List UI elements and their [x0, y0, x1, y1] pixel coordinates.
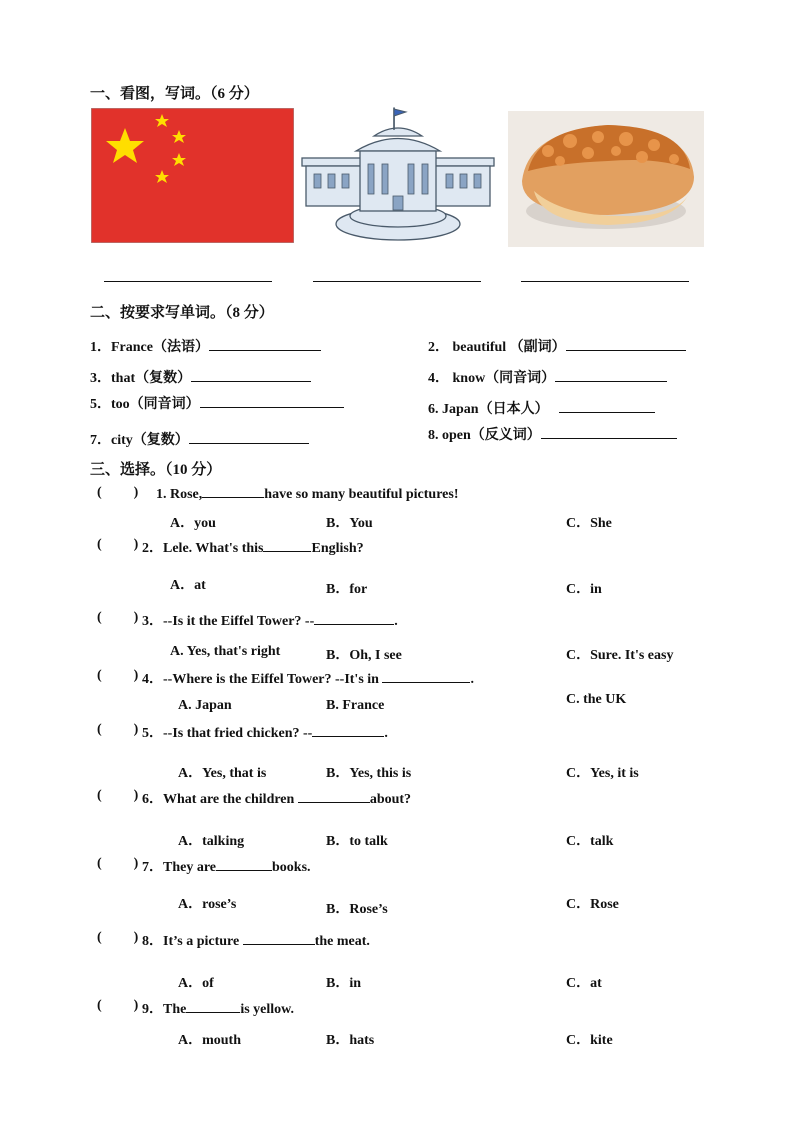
option-5b[interactable]: B．Yes, this is	[326, 766, 412, 781]
answer-paren[interactable]: ( )	[97, 485, 139, 500]
question-blank[interactable]	[202, 485, 264, 498]
question-blank[interactable]	[216, 858, 272, 871]
answer-line-1[interactable]	[104, 281, 272, 282]
word-blank[interactable]	[189, 431, 309, 444]
word-item-7	[90, 429, 309, 449]
option-9a[interactable]: A．mouth	[178, 1033, 242, 1048]
option-8c[interactable]: C．at	[566, 976, 602, 991]
word-blank[interactable]	[191, 369, 311, 382]
word-blank[interactable]	[209, 338, 321, 351]
option-8b[interactable]: B．in	[326, 976, 362, 991]
answer-paren[interactable]: ( )	[97, 788, 139, 803]
option-1b[interactable]: B．You	[326, 516, 373, 531]
question-blank[interactable]	[298, 790, 370, 803]
answer-paren[interactable]: ( )	[97, 856, 139, 871]
question-blank[interactable]	[186, 1000, 240, 1013]
word-blank[interactable]	[559, 400, 655, 413]
question-9: 9．The is yellow.	[142, 1002, 295, 1017]
question-4: 4．--Where is the Eiffel Tower? --It's in .	[142, 672, 474, 687]
section2-title: 二、按要求写单词。（8 分）	[90, 305, 274, 321]
answer-paren[interactable]: ( )	[97, 722, 139, 737]
option-1c[interactable]: C．She	[566, 516, 612, 531]
answer-paren[interactable]: ( )	[97, 930, 139, 945]
option-1a[interactable]: A．you	[170, 516, 216, 531]
question-7: 7．They are books.	[142, 860, 311, 875]
word-item-1	[90, 336, 321, 356]
word-item-label: 8. open（反义词）	[428, 428, 541, 443]
question-8: 8．It’s a picture the meat.	[142, 934, 370, 949]
option-6a[interactable]: A．talking	[178, 834, 245, 849]
answer-line-3[interactable]	[521, 281, 689, 282]
question-1: 1. Rose, have so many beautiful pictures!	[156, 487, 459, 502]
word-item-label: 3．that（复数）	[90, 371, 192, 386]
option-3c[interactable]: C．Sure. It's easy	[566, 648, 674, 663]
word-item-label: 5．too（同音词）	[90, 397, 200, 412]
option-4a[interactable]: A. Japan	[178, 698, 232, 713]
option-7c[interactable]: C．Rose	[566, 897, 619, 912]
answer-line-2[interactable]	[313, 281, 481, 282]
word-item-label: 7．city（复数）	[90, 433, 189, 448]
section3-title: 三、选择。（10 分）	[90, 462, 222, 478]
question-2: 2．Lele. What's this English?	[142, 541, 364, 556]
word-blank[interactable]	[555, 369, 667, 382]
word-item-3	[90, 367, 311, 387]
section1-title: 一、看图，写词。（6 分）	[90, 86, 259, 102]
option-9b[interactable]: B．hats	[326, 1033, 375, 1048]
option-2a[interactable]: A．at	[170, 578, 206, 593]
word-item-label: 1．France（法语）	[90, 340, 209, 355]
answer-paren[interactable]: ( )	[97, 998, 139, 1013]
option-4b[interactable]: B. France	[326, 698, 385, 713]
word-blank[interactable]	[566, 338, 686, 351]
word-item-6	[428, 398, 655, 418]
option-6c[interactable]: C．talk	[566, 834, 614, 849]
option-7a[interactable]: A．rose’s	[178, 897, 237, 912]
option-2c[interactable]: C．in	[566, 582, 602, 597]
option-4c[interactable]: C. the UK	[566, 692, 627, 707]
word-blank[interactable]	[200, 395, 344, 408]
question-5: 5．--Is that fried chicken? -- .	[142, 726, 388, 741]
question-blank[interactable]	[263, 539, 311, 552]
question-blank[interactable]	[312, 724, 384, 737]
word-blank[interactable]	[541, 426, 677, 439]
option-8a[interactable]: A．of	[178, 976, 214, 991]
answer-paren[interactable]: ( )	[97, 610, 139, 625]
white-house-icon	[298, 106, 498, 249]
answer-paren[interactable]: ( )	[97, 668, 139, 683]
option-3b[interactable]: B．Oh, I see	[326, 648, 402, 663]
question-6: 6．What are the children about?	[142, 792, 412, 807]
china-flag-icon	[91, 108, 294, 243]
option-3a[interactable]: A. Yes, that's right	[170, 644, 281, 659]
question-3: 3．--Is it the Eiffel Tower? -- .	[142, 614, 398, 629]
word-item-8	[428, 424, 677, 444]
word-item-label: 4． know（同音词）	[428, 371, 556, 386]
option-7b[interactable]: B．Rose’s	[326, 902, 388, 917]
option-5a[interactable]: A．Yes, that is	[178, 766, 267, 781]
option-9c[interactable]: C．kite	[566, 1033, 613, 1048]
word-item-5	[90, 393, 344, 413]
word-item-4	[428, 367, 667, 387]
question-blank[interactable]	[243, 932, 315, 945]
option-6b[interactable]: B．to talk	[326, 834, 388, 849]
question-blank[interactable]	[314, 612, 394, 625]
option-5c[interactable]: C．Yes, it is	[566, 766, 639, 781]
question-blank[interactable]	[382, 670, 470, 683]
option-2b[interactable]: B．for	[326, 582, 368, 597]
meat-floss-bread-icon	[508, 111, 704, 247]
word-item-2	[428, 336, 686, 356]
word-item-label: 6. Japan（日本人）	[428, 402, 549, 417]
answer-paren[interactable]: ( )	[97, 537, 139, 552]
word-item-label: 2． beautiful （副词）	[428, 340, 566, 355]
